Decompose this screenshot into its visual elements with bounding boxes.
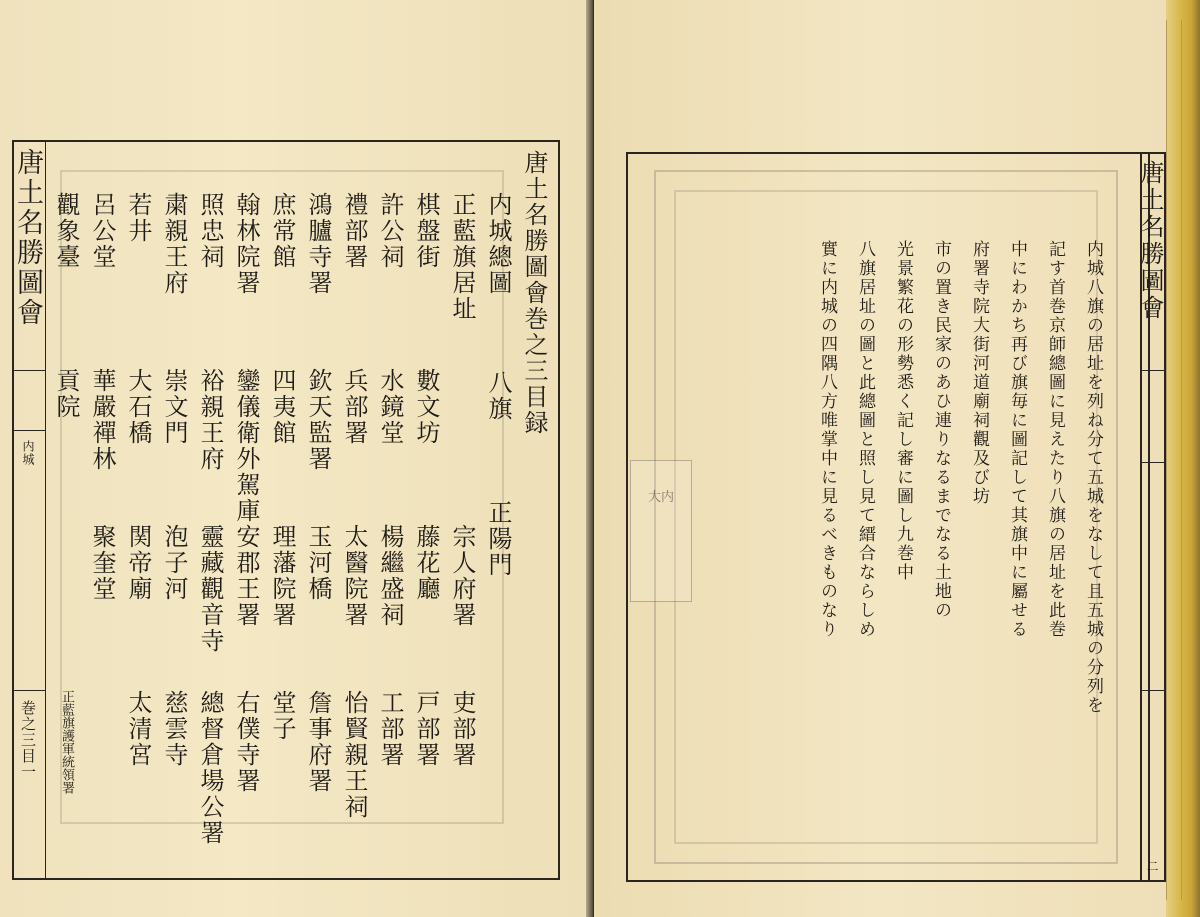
entry: 翰林院署 [232, 192, 260, 296]
right-spine-divider-3 [1140, 690, 1166, 691]
entry: 大石橋 [124, 368, 152, 446]
entry: 理藩院署 [268, 524, 296, 628]
entry: 水鏡堂 [376, 368, 404, 446]
entry: 靈藏觀音寺 [196, 524, 224, 654]
entry: 工部署 [376, 690, 404, 768]
entry: 觀象臺 [52, 192, 80, 270]
entry: 戸部署 [412, 690, 440, 768]
text-line: 市の置き民家のあひ連りなるまでなる土地の [931, 240, 951, 620]
entry: 安郡王署 [232, 524, 260, 628]
entry: 慈雲寺 [160, 690, 188, 768]
text-line: 府署寺院大街河道廟祠觀及び坊 [969, 240, 989, 506]
right-spine-divider-1 [1140, 370, 1166, 371]
right-spine-divider-2 [1140, 462, 1166, 463]
entry: 若井 [124, 192, 152, 244]
entry: 右僕寺署 [232, 690, 260, 794]
entry: 崇文門 [160, 368, 188, 446]
left-spine-title: 唐土名勝圖會 [12, 148, 43, 328]
entry: 棋盤街 [412, 192, 440, 270]
entry: 太醫院署 [340, 524, 368, 628]
entry: 正藍旗護軍統領署 [59, 690, 74, 794]
entry: 関帝廟 [124, 524, 152, 602]
entry: 鴻臚寺署 [304, 192, 332, 296]
entry: 呂公堂 [88, 192, 116, 270]
entry: 泡子河 [160, 524, 188, 602]
subtitle-eight-banners: 八旗 [484, 370, 512, 422]
spine-divider-bottom [12, 690, 46, 691]
entry: 數文坊 [412, 368, 440, 446]
left-spine-section: 内城 [21, 440, 35, 466]
entry: 堂子 [268, 690, 296, 742]
entry: 吏部署 [448, 690, 476, 768]
map-palace-box [630, 460, 692, 602]
entry: 詹事府署 [304, 690, 332, 794]
entry: 許公祠 [376, 192, 404, 270]
text-line: 中にわかち再び旗毎に圖記して其旗中に屬せる [1007, 240, 1027, 639]
entry: 禮部署 [340, 192, 368, 270]
entry: 怡賢親王祠 [340, 690, 368, 820]
map-inner-wall [674, 190, 1098, 844]
spine-divider-top [12, 370, 46, 371]
entry: 裕親王府 [196, 368, 224, 472]
entry: 宗人府署 [448, 524, 476, 628]
text-line: 光景繁花の形勢悉く記し審に圖し九巻中 [893, 240, 913, 582]
right-spine-title: 唐土名勝圖會 [1136, 160, 1164, 322]
entry: 華嚴禪林 [88, 368, 116, 472]
entry: 藤花廳 [412, 524, 440, 602]
right-spine-folio: 二 [1145, 860, 1159, 873]
right-page [594, 0, 1166, 917]
left-page [0, 0, 590, 917]
entry: 兵部署 [340, 368, 368, 446]
map-label-palace: 大内 [648, 490, 675, 505]
entry: 正藍旗居址 [448, 192, 476, 322]
entry: 欽天監署 [304, 368, 332, 472]
entry: 正陽門 [484, 500, 512, 578]
entry: 太清宮 [124, 690, 152, 768]
book-page-edge-lines [1166, 20, 1182, 900]
subtitle-total-map: 内城總圖 [484, 192, 512, 296]
entry: 四夷館 [268, 368, 296, 446]
spine-divider-mid [12, 430, 46, 431]
text-line: 八旗居址の圖と此總圖と照し見て縉合ならしめ [855, 240, 875, 639]
entry: 庶常館 [268, 192, 296, 270]
entry: 貢院 [52, 368, 80, 420]
text-line: 實に内城の四隅八方唯掌中に見るべきものなり [817, 240, 837, 639]
book-title: 唐土名勝圖會巻之三目録 [520, 150, 548, 436]
entry: 鑾儀衛外駕庫 [232, 368, 260, 524]
entry: 照忠祠 [196, 192, 224, 270]
text-line: 内城八旗の居址を列ね分て五城をなして且五城の分列を [1083, 240, 1103, 715]
entry: 楊繼盛祠 [376, 524, 404, 628]
left-spine-folio: 巻之三目一 [19, 700, 37, 780]
entry: 聚奎堂 [88, 524, 116, 602]
entry: 玉河橋 [304, 524, 332, 602]
entry: 總督倉場公署 [196, 690, 224, 846]
entry: 粛親王府 [160, 192, 188, 296]
text-line: 記す首巻京師總圖に見えたり八旗の居址を此巻 [1045, 240, 1065, 639]
